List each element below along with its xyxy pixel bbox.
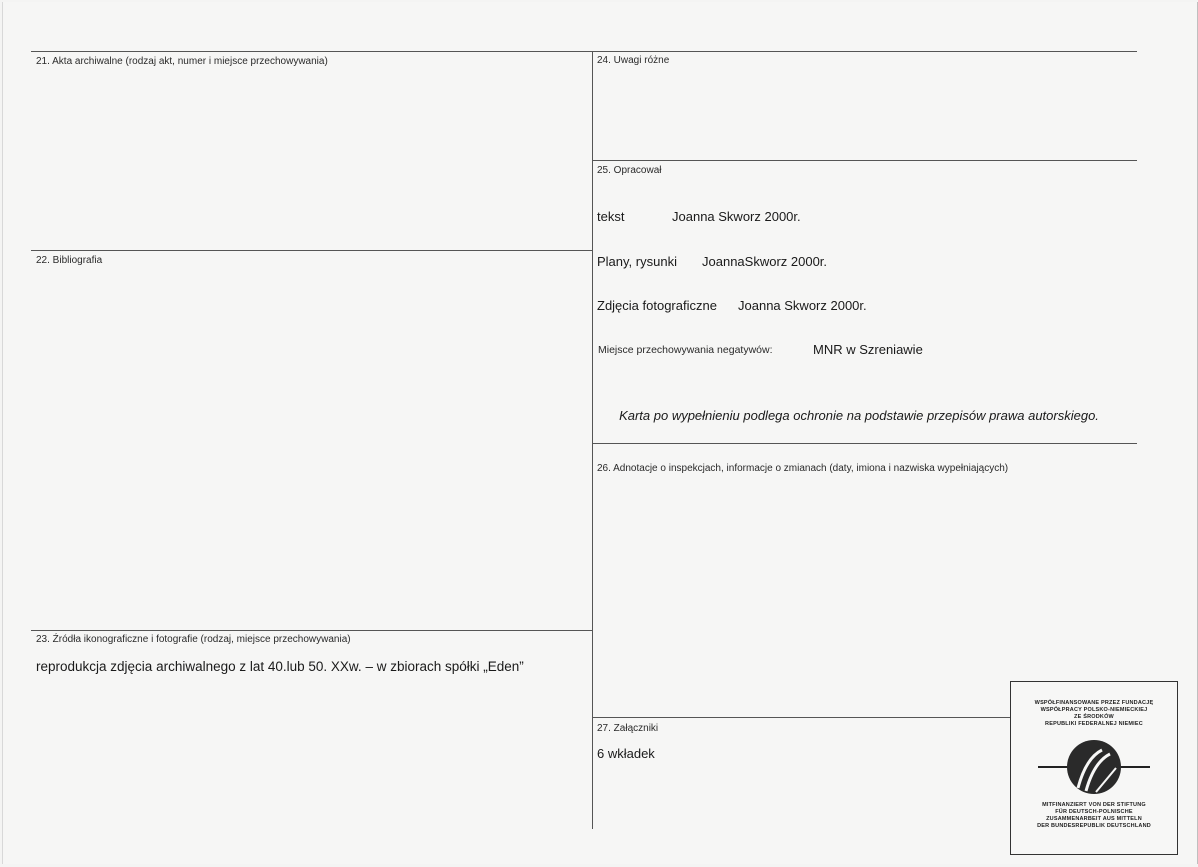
section-23-label: 23. Źródła ikonograficzne i fotografie (rodzaj, miejsce przechowywania) [36,634,351,645]
section-21-label: 21. Akta archiwalne (rodzaj akt, numer i miejsce przechowywania) [36,56,328,67]
negatywy-value: MNR w Szreniawie [813,342,923,357]
zdjecia-label: Zdjęcia fotograficzne [597,298,717,313]
divider-24-25 [592,160,1137,161]
stamp-top-text: WSPÓŁFINANSOWANE PRZEZ FUNDACJĘ WSPÓŁPRACY POLSKO-NIEMIECKIEJ ZE ŚRODKÓW REPUBLIKI FEDERALNEJ NIEMIEC [1034,700,1154,727]
stamp-bottom-text: MITFINANZIERT VON DER STIFTUNG FÜR DEUTSCH-POLNISCHE ZUSAMMENARBEIT AUS MITTELN DER BUNDESREPUBLIK DEUTSCHLAND [1037,802,1151,829]
plany-label: Plany, rysunki [597,254,677,269]
tekst-value: Joanna Skworz 2000r. [672,209,801,224]
section-23-value: reprodukcja zdjęcia archiwalnego z lat 40.lub 50. XXw. – w zbiorach spółki „Eden” [36,659,524,674]
record-card-sheet [2,2,1198,864]
plany-value: JoannaSkworz 2000r. [702,254,828,269]
section-25-label: 25. Opracował [597,165,662,176]
zdjecia-value: Joanna Skworz 2000r. [738,298,867,313]
section-22-label: 22. Bibliografia [36,255,103,266]
divider-22-23 [31,630,592,631]
divider-25-26 [592,443,1137,444]
section-26-label: 26. Adnotacje o inspekcjach, informacje o zmianach (daty, imiona i nazwiska wypełniających) [597,463,1009,474]
divider-top [31,51,1137,52]
divider-center [592,51,593,829]
section-24-label: 24. Uwagi różne [597,55,670,66]
section-27-label: 27. Załączniki [597,723,659,734]
bridge-circle-logo-icon [1036,738,1152,796]
divider-26-27 [592,717,1010,718]
tekst-label: tekst [597,209,625,224]
section-27-value: 6 wkładek [597,746,655,761]
copyright-note: Karta po wypełnieniu podlega ochronie na podstawie przepisów prawa autorskiego. [619,408,1099,423]
funding-stamp [1010,681,1178,855]
negatywy-label: Miejsce przechowywania negatywów: [598,344,773,356]
divider-21-22 [31,250,592,251]
